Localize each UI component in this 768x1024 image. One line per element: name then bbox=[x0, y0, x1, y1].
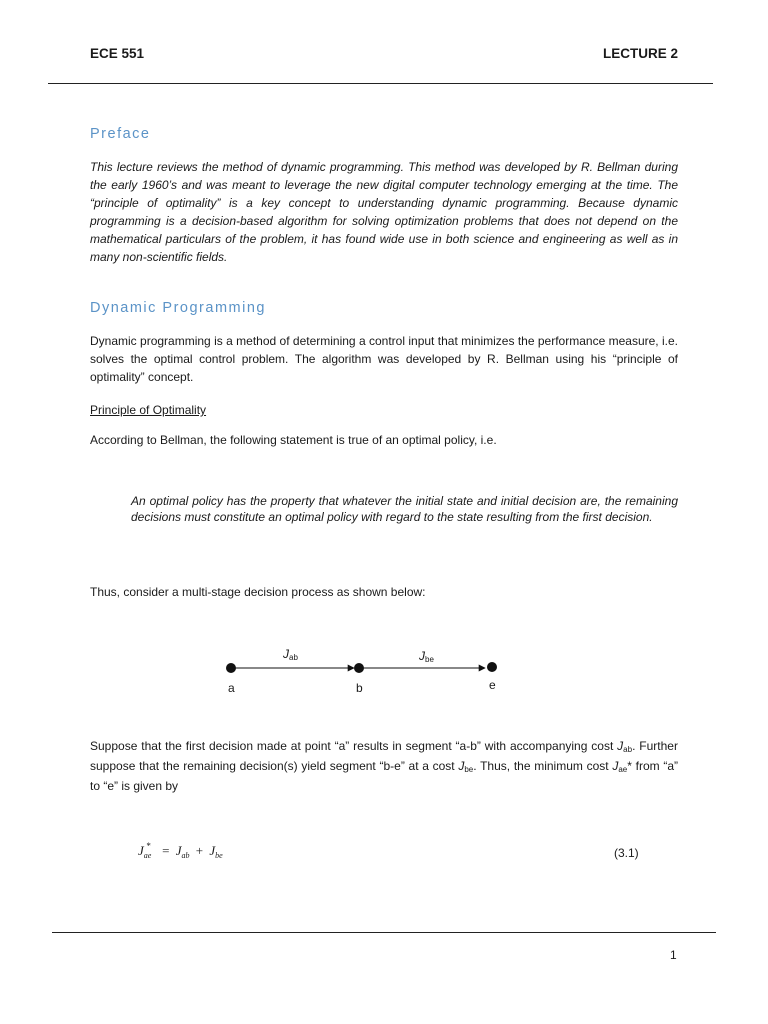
header-rule bbox=[48, 83, 713, 84]
dynamic-programming-heading: Dynamic Programming bbox=[90, 300, 266, 316]
equation-number: (3.1) bbox=[614, 846, 639, 860]
node-b-label: b bbox=[356, 681, 363, 695]
node-e bbox=[487, 662, 497, 672]
node-a-label: a bbox=[228, 681, 235, 695]
lecture-number: LECTURE 2 bbox=[602, 46, 678, 61]
preface-heading: Preface bbox=[90, 126, 151, 142]
bellman-intro: According to Bellman, the following statement is true of an optimal policy, i.e. bbox=[90, 433, 497, 447]
edge-be-label: Jbe bbox=[419, 649, 434, 664]
preface-text: This lecture reviews the method of dynamic programming. This method was developed by R. Bellman during the early 1960’s and was meant to leverage the new digital computer technology emerging at the time. The “principle of optimality” is a key concept to understanding dynamic programming. Because dynamic programming is a decision-based algorithm for solving optimization problems that does not depend on the mathematical particulars of the problem, it has found wide use in both science and engineering as well as in many non-scientific fields. bbox=[90, 160, 678, 264]
node-a bbox=[226, 663, 236, 673]
course-code: ECE 551 bbox=[90, 46, 145, 61]
node-b bbox=[354, 663, 364, 673]
edge-ab-label: Jab bbox=[283, 647, 298, 662]
node-e-label: e bbox=[489, 678, 496, 692]
page-number: 1 bbox=[670, 948, 677, 962]
equation-3-1: $J_{ae}^* = J_{ab} + J_{be}$ bbox=[138, 841, 223, 860]
principle-subheading: Principle of Optimality bbox=[90, 403, 207, 417]
suppose-text: Suppose that the first decision made at point “a” results in segment “a-b” with accompanying cost Jab. Further suppose that the remaining decision(s) yield segment “b-e” at a cost Jbe. Thus, the minimum cost Jae* from “a” to “e” is given by bbox=[90, 739, 678, 793]
consider-text: Thus, consider a multi-stage decision process as shown below: bbox=[90, 585, 426, 599]
optimality-quote: An optimal policy has the property that whatever the initial state and initial decision are, the remaining decisions must constitute an optimal policy with regard to the state resulting from the first decision. bbox=[131, 494, 678, 524]
footer-rule bbox=[52, 932, 716, 933]
dynamic-programming-text: Dynamic programming is a method of determining a control input that minimizes the performance measure, i.e. solves the optimal control problem. The algorithm was developed by R. Bellman using his “principle of optimality” concept. bbox=[90, 334, 678, 384]
